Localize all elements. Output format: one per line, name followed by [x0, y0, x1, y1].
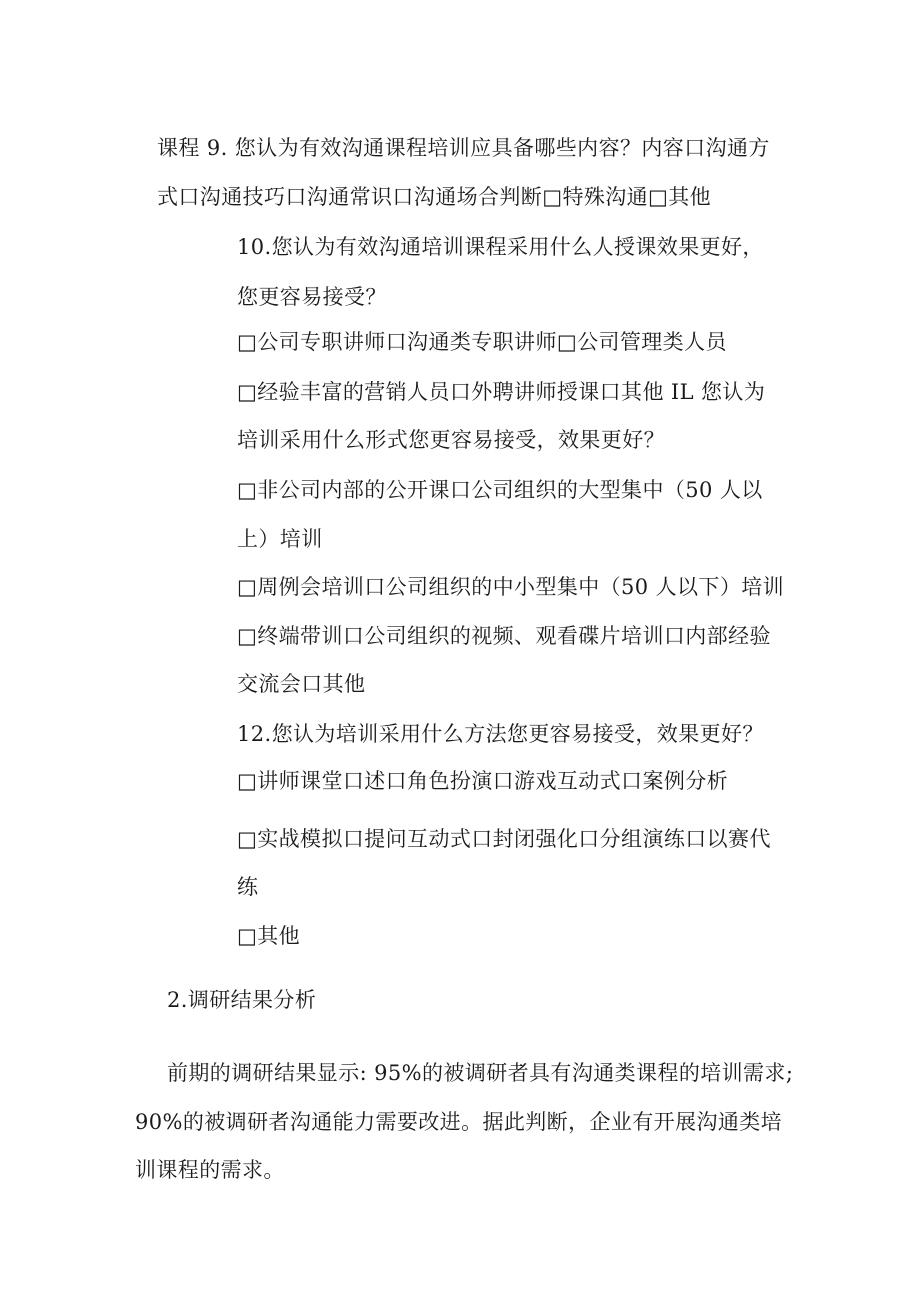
- question-10-line-1: 10.您认为有效沟通培训课程采用什么人授课效果更好，: [237, 235, 764, 259]
- question-12-options-1: □讲师课堂口述口角色扮演口游戏互动式口案例分析: [237, 769, 729, 793]
- section-heading: 2.调研结果分析: [167, 988, 317, 1012]
- question-11-options-2: □周例会培训口公司组织的中小型集中（50 人以下）培训: [237, 575, 785, 599]
- question-11-options-3-cont: 交流会口其他: [237, 672, 366, 696]
- question-9-line-1: 课程 9. 您认为有效沟通课程培训应具备哪些内容？内容口沟通方: [157, 136, 770, 160]
- question-10-line-2: 您更容易接受？: [237, 285, 387, 309]
- question-12-line-1: 12.您认为培训采用什么方法您更容易接受，效果更好？: [237, 722, 764, 746]
- question-12-options-3: □其他: [237, 924, 301, 948]
- question-10-options-1: □公司专职讲师口沟通类专职讲师□公司管理类人员: [237, 330, 727, 354]
- question-12-options-2: □实战模拟口提问互动式口封闭强化口分组演练口以赛代: [237, 827, 771, 851]
- analysis-paragraph-line-3: 训课程的需求。: [135, 1158, 285, 1182]
- question-9-line-2: 式口沟通技巧口沟通常识口沟通场合判断□特殊沟通□其他: [157, 185, 712, 209]
- question-11-line-1: 培训采用什么形式您更容易接受，效果更好？: [237, 428, 665, 452]
- question-10-options-2: □经验丰富的营销人员口外聘讲师授课口其他 IL 您认为: [237, 380, 766, 404]
- question-12-options-2-cont: 练: [237, 875, 259, 899]
- question-11-options-1: □非公司内部的公开课口公司组织的大型集中（50 人以: [237, 478, 763, 502]
- analysis-paragraph-line-1: 前期的调研结果显示: 95%的被调研者具有沟通类课程的培训需求;: [167, 1061, 794, 1085]
- question-11-options-3: □终端带训口公司组织的视频、观看碟片培训口内部经验: [237, 624, 771, 648]
- analysis-paragraph-line-2: 90%的被调研者沟通能力需要改进。据此判断，企业有开展沟通类培: [135, 1110, 783, 1134]
- question-11-options-1-cont: 上）培训: [237, 527, 323, 551]
